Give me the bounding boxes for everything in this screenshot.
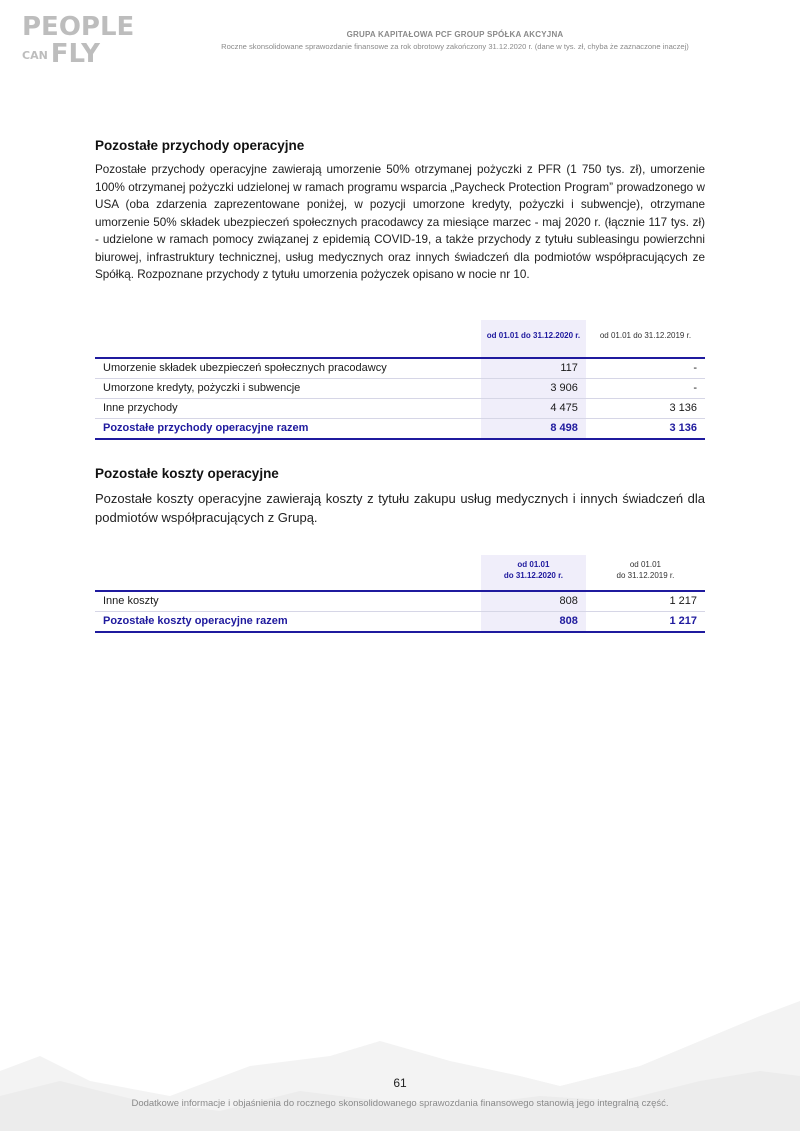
footer-note: Dodatkowe informacje i objaśnienia do rocznego skonsolidowanego sprawozdania finansowego stanowią jego integralną część.	[131, 1098, 669, 1109]
table-total-row	[95, 611, 705, 632]
col-header-previous	[586, 555, 705, 585]
table-row	[95, 591, 705, 612]
logo-line-people: PEOPLE	[22, 12, 135, 42]
footer-mountains-decoration	[0, 1001, 800, 1131]
label-column-header	[95, 320, 481, 352]
row-label: Inne przychody	[95, 398, 481, 418]
table-row	[95, 398, 705, 418]
col-header-current-line1: od 01.01	[517, 559, 550, 569]
table-total-row	[95, 418, 705, 439]
col-header-current: od 01.01 do 31.12.2020 r.	[481, 320, 586, 352]
table-row	[95, 378, 705, 398]
header-subtitle: Roczne skonsolidowane sprawozdanie finansowe za rok obrotowy zakończony 31.12.2020 r. (dane w tys. zł, chyba że zaznaczone inaczej)	[221, 42, 689, 51]
col-header-previous-line2: do 31.12.2019 r.	[616, 570, 675, 580]
row-previous-value: 1 217	[586, 591, 705, 612]
page-header	[120, 30, 790, 51]
other-income-table	[95, 320, 705, 440]
logo-line-can: CAN	[22, 49, 48, 62]
section-title-other-income: Pozostałe przychody operacyjne	[95, 138, 305, 153]
other-costs-table	[95, 555, 705, 633]
row-current-value: 4 475	[481, 398, 586, 418]
total-label: Pozostałe koszty operacyjne razem	[95, 611, 481, 632]
total-current-value: 808	[481, 611, 586, 632]
row-label: Inne koszty	[95, 591, 481, 612]
other-costs-paragraph: Pozostałe koszty operacyjne zawierają koszty z tytułu zakupu usług medycznych i innych świadczeń dla podmiotów współpracujących z Grupą.	[95, 490, 705, 525]
header-company: GRUPA KAPITAŁOWA PCF GROUP SPÓŁKA AKCYJNA	[346, 30, 564, 39]
row-current-value: 3 906	[481, 378, 586, 398]
other-income-paragraph: Pozostałe przychody operacyjne zawierają umorzenie 50% otrzymanej pożyczki z PFR (1 750 tys. zł), umorzenie 100% otrzymanej pożyczki udzielonej w ramach programu wsparcia „Paycheck Protection Program” prowadzonego w USA (oba zdarzenia zaprezentowane poniżej, w pozycji umorzone kredyty, pożyczki i subwencje), otrzymane umorzenie 50% składek ubezpieczeń społecznych pracodawcy za miesiące marzec - maj 2020 r. (łącznie 117 tys. zł) - udzielone w ramach pomocy związanej z epidemią COVID-19, a także przychody z tytułu subleasingu powierzchni biurowej, infrastruktury technicznej, usług medycznych oraz innych świadczeń dla podmiotów współpracujących ze Spółką. Rozpoznane przychody z tytułu umorzenia pożyczek opisano w nocie nr 10.	[95, 163, 705, 281]
col-header-previous-line1: od 01.01	[629, 559, 661, 569]
row-current-value: 117	[481, 358, 586, 379]
row-current-value: 808	[481, 591, 586, 612]
total-previous-value: 1 217	[586, 611, 705, 632]
row-previous-value: -	[586, 358, 705, 379]
company-logo	[22, 14, 134, 67]
table-row	[95, 358, 705, 379]
total-label: Pozostałe przychody operacyjne razem	[95, 418, 481, 439]
row-previous-value: 3 136	[586, 398, 705, 418]
page-number: 61	[393, 1076, 407, 1090]
row-previous-value: -	[586, 378, 705, 398]
col-header-current	[481, 555, 586, 585]
total-current-value: 8 498	[481, 418, 586, 439]
label-column-header	[95, 555, 481, 585]
col-header-previous: od 01.01 do 31.12.2019 r.	[599, 331, 692, 340]
section-title-other-costs: Pozostałe koszty operacyjne	[95, 465, 279, 481]
logo-line-fly: FLY	[50, 39, 100, 69]
total-previous-value: 3 136	[586, 418, 705, 439]
row-label: Umorzone kredyty, pożyczki i subwencje	[95, 378, 481, 398]
main-content	[95, 138, 705, 633]
col-header-current-line2: do 31.12.2020 r.	[503, 570, 563, 580]
row-label: Umorzenie składek ubezpieczeń społecznych pracodawcy	[95, 358, 481, 379]
